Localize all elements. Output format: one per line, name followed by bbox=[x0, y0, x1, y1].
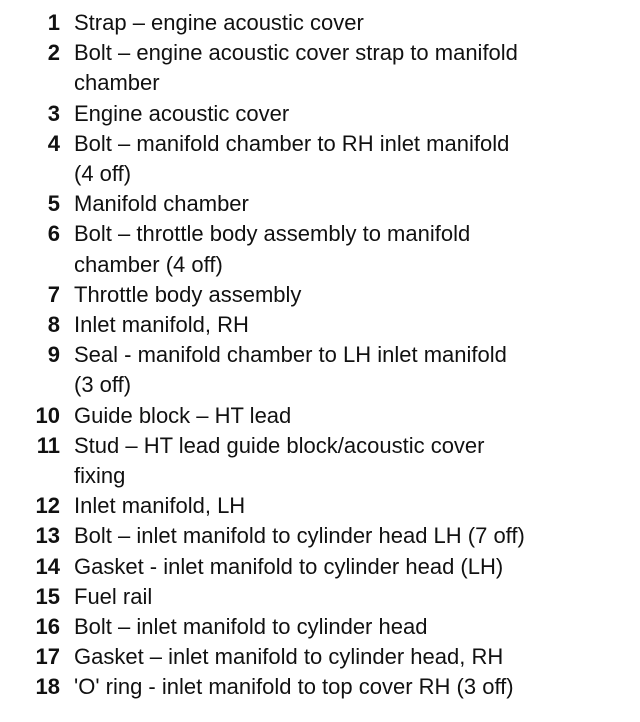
item-description bbox=[74, 672, 634, 702]
list-item bbox=[0, 582, 640, 612]
item-description-line: Fuel rail bbox=[74, 583, 153, 609]
item-number: 13 bbox=[35, 523, 60, 549]
list-item bbox=[0, 672, 640, 702]
item-description bbox=[74, 280, 634, 310]
list-item bbox=[0, 491, 640, 521]
item-number: 10 bbox=[35, 402, 60, 428]
item-number: 4 bbox=[47, 130, 60, 156]
item-description-line: fixing bbox=[74, 463, 126, 489]
list-item bbox=[0, 189, 640, 219]
item-description bbox=[74, 99, 634, 129]
item-number: 12 bbox=[35, 493, 60, 519]
list-item bbox=[0, 280, 640, 310]
item-description-line: Manifold chamber bbox=[74, 191, 249, 217]
list-item bbox=[0, 8, 640, 38]
item-description-line: Inlet manifold, LH bbox=[74, 493, 246, 519]
item-description-line: Gasket – inlet manifold to cylinder head, RH bbox=[74, 644, 504, 670]
item-description bbox=[74, 521, 634, 551]
list-item bbox=[0, 612, 640, 642]
list-item bbox=[0, 642, 640, 672]
item-description-line: Bolt – throttle body assembly to manifold bbox=[74, 221, 471, 247]
item-description-line: Guide block – HT lead bbox=[74, 402, 292, 428]
item-number: 17 bbox=[35, 644, 60, 670]
item-number: 3 bbox=[47, 100, 60, 126]
item-description bbox=[74, 612, 634, 642]
item-number: 7 bbox=[47, 281, 60, 307]
item-description-line: Stud – HT lead guide block/acoustic cover bbox=[74, 432, 485, 458]
item-description bbox=[74, 38, 634, 98]
item-description-line: chamber (4 off) bbox=[74, 251, 223, 277]
item-description bbox=[74, 642, 634, 672]
list-item bbox=[0, 552, 640, 582]
item-number: 15 bbox=[35, 583, 60, 609]
item-description-line: Bolt – manifold chamber to RH inlet manifold bbox=[74, 130, 510, 156]
item-number: 6 bbox=[47, 221, 60, 247]
item-number: 9 bbox=[47, 342, 60, 368]
item-description-line: Seal - manifold chamber to LH inlet manifold bbox=[74, 342, 507, 368]
item-description-line: Inlet manifold, RH bbox=[74, 312, 249, 338]
list-item bbox=[0, 99, 640, 129]
item-description-line: 'O' ring - inlet manifold to top cover RH (3 off) bbox=[74, 674, 514, 700]
item-description bbox=[74, 401, 634, 431]
list-item bbox=[0, 431, 640, 491]
item-description bbox=[74, 552, 634, 582]
item-number: 2 bbox=[47, 40, 60, 66]
item-description-line: Gasket - inlet manifold to cylinder head (LH) bbox=[74, 553, 504, 579]
item-description-line: Bolt – inlet manifold to cylinder head LH (7 off) bbox=[74, 523, 525, 549]
list-item bbox=[0, 219, 640, 279]
item-description-line: (3 off) bbox=[74, 372, 132, 398]
item-number: 14 bbox=[35, 553, 60, 579]
item-description-line: Bolt – engine acoustic cover strap to manifold bbox=[74, 40, 518, 66]
item-description-line: Engine acoustic cover bbox=[74, 100, 290, 126]
item-description bbox=[74, 8, 634, 38]
item-number: 8 bbox=[47, 312, 60, 338]
item-description bbox=[74, 431, 634, 491]
item-description bbox=[74, 340, 634, 400]
list-item bbox=[0, 401, 640, 431]
list-item bbox=[0, 310, 640, 340]
item-number: 1 bbox=[47, 10, 60, 35]
parts-list bbox=[0, 8, 640, 703]
list-item bbox=[0, 521, 640, 551]
item-description-line: Throttle body assembly bbox=[74, 281, 302, 307]
item-description-line: Strap – engine acoustic cover bbox=[74, 10, 364, 35]
item-description bbox=[74, 219, 634, 279]
item-description-line: (4 off) bbox=[74, 161, 132, 187]
item-number: 11 bbox=[36, 432, 60, 458]
item-number: 5 bbox=[47, 191, 60, 217]
item-description-line: chamber bbox=[74, 70, 160, 96]
list-item bbox=[0, 38, 640, 98]
item-number: 16 bbox=[35, 614, 60, 640]
item-description bbox=[74, 582, 634, 612]
item-description bbox=[74, 491, 634, 521]
list-item bbox=[0, 129, 640, 189]
item-description bbox=[74, 189, 634, 219]
item-description bbox=[74, 310, 634, 340]
list-item bbox=[0, 340, 640, 400]
item-number: 18 bbox=[35, 674, 60, 700]
item-description bbox=[74, 129, 634, 189]
item-description-line: Bolt – inlet manifold to cylinder head bbox=[74, 614, 428, 640]
